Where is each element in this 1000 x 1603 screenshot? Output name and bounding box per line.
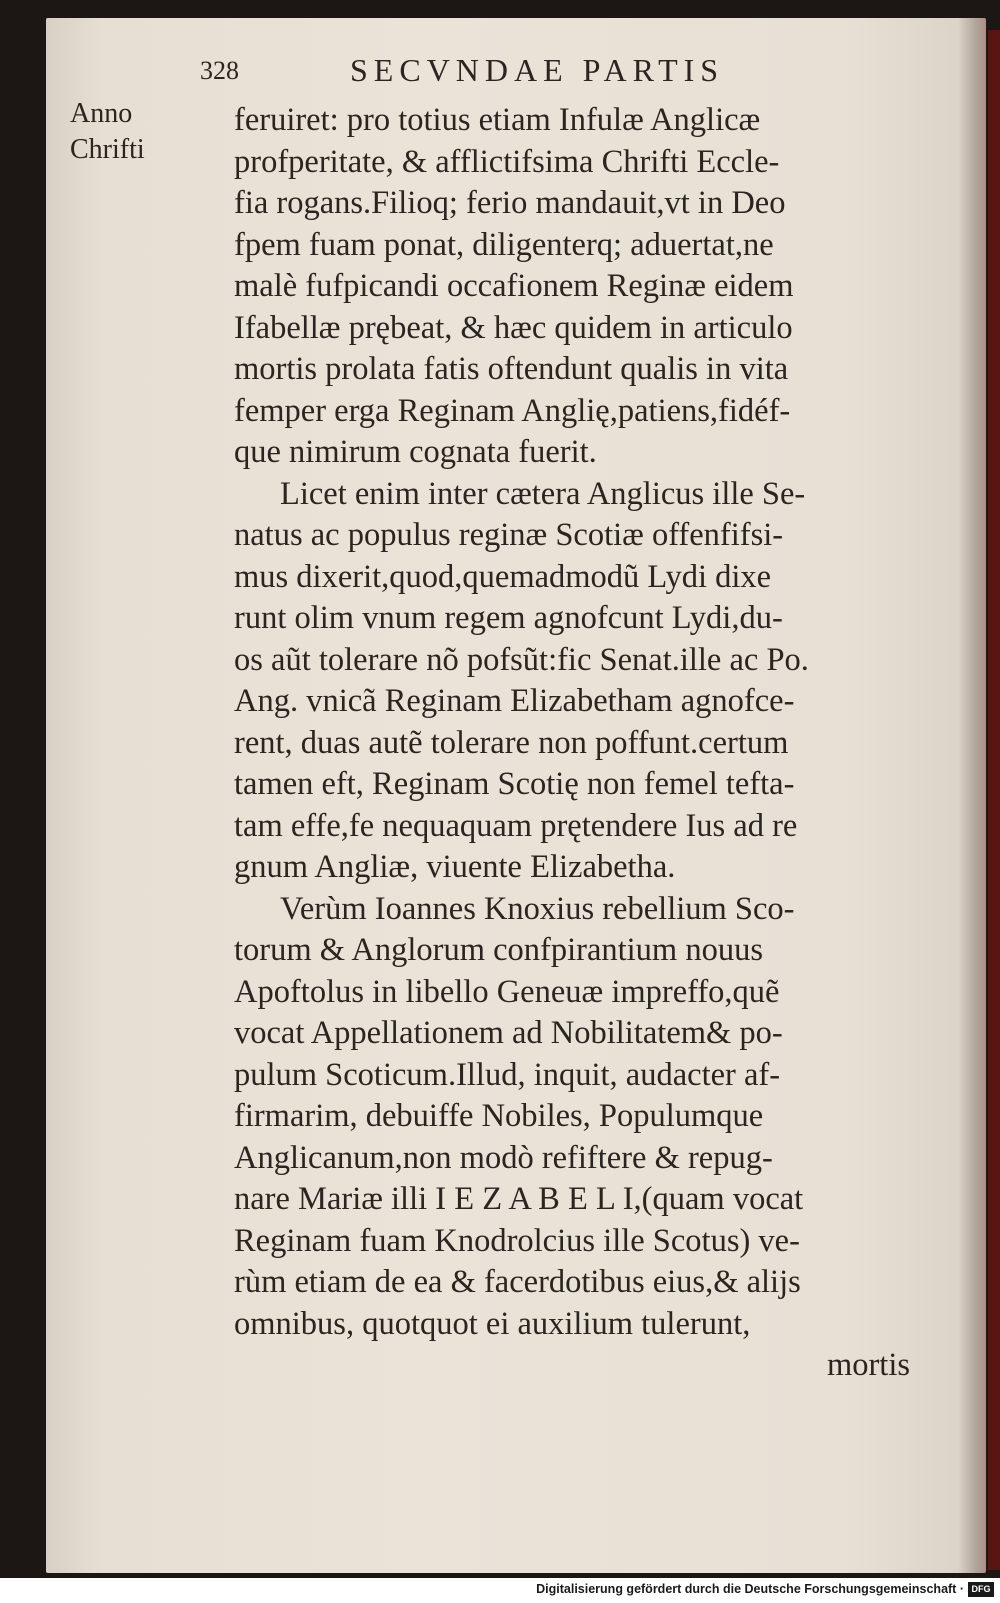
paragraph-start: Licet enim inter cætera Anglicus ille Se- <box>280 475 806 512</box>
catchword: mortis <box>826 1347 910 1383</box>
text-line: fia rogans.Filioq; ferio mandauit,vt in Deo <box>234 185 786 221</box>
page-header <box>200 52 920 92</box>
text-line: omnibus, quotquot ei auxilium tulerunt, <box>234 1305 751 1342</box>
margin-note-line: Chrifti <box>70 134 145 165</box>
text-line: que nimirum cognata fuerit. <box>234 434 597 470</box>
text-line: Reginam fuam Knodrolcius ille Scotus) ve- <box>234 1222 800 1259</box>
running-title: SECVNDAE PARTIS <box>350 52 725 88</box>
text-line: runt olim vnum regem agnofcunt Lydi,du- <box>234 600 783 636</box>
funding-credit: Digitalisierung gefördert durch die Deutsche Forschungsgemeinschaft · <box>536 1582 964 1596</box>
body-text <box>234 100 924 1387</box>
text-line: natus ac populus reginæ Scotiæ offenfifsi- <box>234 517 784 553</box>
text-line: Ifabellæ prębeat, & hæc quidem in articulo <box>234 309 793 346</box>
text-line: nare Mariæ illi I E Z A B E L I,(quam vocat <box>234 1181 804 1217</box>
text-line: torum & Anglorum confpirantium nouus <box>234 932 763 968</box>
page-number: 328 <box>200 56 239 85</box>
text-line: mus dixerit,quod,quemadmodũ Lydi dixe <box>234 558 772 595</box>
text-line: firmarim, debuiffe Nobiles, Populumque <box>234 1098 764 1134</box>
text-line: tamen eft, Reginam Scotię non femel tefta- <box>234 766 795 802</box>
text-line: os aũt tolerare nõ pofsũt:fic Senat.ille ac Po. <box>234 641 809 678</box>
text-line: feruiret: pro totius etiam Infulæ Anglicæ <box>234 102 761 138</box>
text-line: Ang. vnicã Reginam Elizabetham agnofce- <box>234 683 795 719</box>
text-line: rùm etiam de ea & facerdotibus eius,& alijs <box>234 1264 801 1300</box>
paragraph-start: Verùm Ioannes Knoxius rebellium Sco- <box>280 890 795 927</box>
text-line: profperitate, & afflictifsima Chrifti Eccle- <box>234 143 780 180</box>
text-line: gnum Angliæ, viuente Elizabetha. <box>234 849 676 885</box>
text-line: malè fufpicandi occafionem Reginæ eidem <box>234 268 794 304</box>
spine-shadow <box>958 18 986 1573</box>
text-line: mortis prolata fatis oftendunt qualis in vita <box>234 351 789 387</box>
text-line: femper erga Reginam Anglię,patiens,fidéf- <box>234 392 791 429</box>
margin-note <box>70 96 210 168</box>
footer-bar <box>0 1578 1000 1603</box>
book-edge <box>988 30 1000 1570</box>
text-line: rent, duas autẽ tolerare non poffunt.certum <box>234 724 789 761</box>
text-line: vocat Appellationem ad Nobilitatem& po- <box>234 1015 783 1051</box>
text-line: tam effe,fe nequaquam prętendere Ius ad re <box>234 807 798 844</box>
dfg-logo: DFG <box>968 1582 994 1597</box>
text-line: pulum Scoticum.Illud, inquit, audacter af- <box>234 1056 781 1093</box>
text-line: Apoftolus in libello Geneuæ impreffo,quẽ <box>234 973 780 1010</box>
text-line: fpem fuam ponat, diligenterq; aduertat,ne <box>234 226 774 263</box>
margin-note-line: Anno <box>70 98 133 129</box>
text-line: Anglicanum,non modò refiftere & repug- <box>234 1139 773 1176</box>
